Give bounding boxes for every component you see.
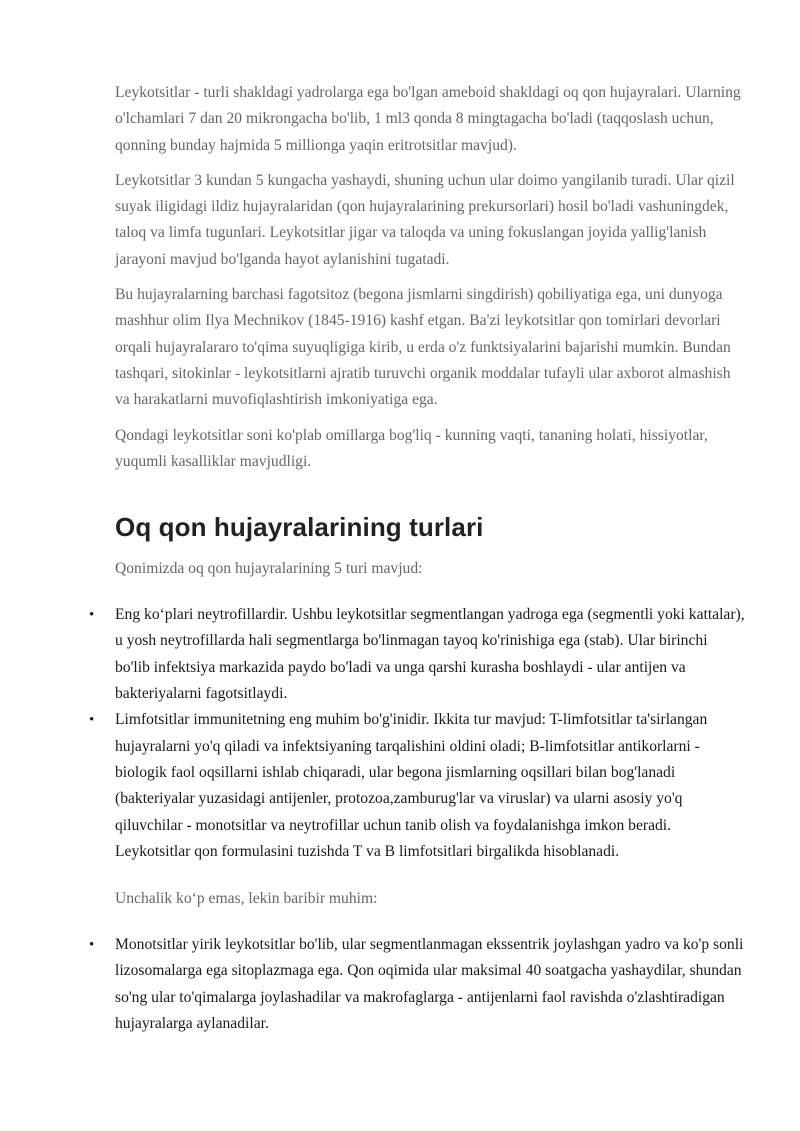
bullet-list-main-types [89,602,745,865]
list-item-text: Eng koʻplari neytrofillardir. Ushbu leykotsitlar segmentlangan yadroga ega (segmentli yoki kattalar), u yosh neytrofillarda hali segmentlarga bo'linmagan tayoq ko'rinishiga ega (stab). Ular birinchi bo'lib infektsiya markazida paydo bo'ladi va unga qarshi kurasha boshlaydi - ular antijen va bakteriyalarni fagotsitlaydi. [115,606,745,703]
paragraph-leukocyte-count-factors: Qondagi leykotsitlar soni ko'plab omillarga bog'liq - kunning vaqti, tananing holati, hissiyotlar, yuqumli kasalliklar mavjudligi. [115,426,708,470]
list-item-lymphocytes [89,707,745,865]
bullet-icon: • [89,712,95,729]
bullet-icon: • [89,607,95,624]
section-intro-secondary: Unchalik koʻp emas, lekin baribir muhim: [115,890,378,908]
section-heading: Oq qon hujayralarining turlari [115,512,484,543]
paragraph-leukocyte-definition: Leykotsitlar - turli shakldagi yadrolarga ega bo'lgan ameboid shakldagi oq qon hujayralari. Ularning o'lchamlari 7 dan 20 mikrongacha bo'lib, 1 ml3 qonda 8 mingtagacha bo'ladi (taqqoslash uchun, qonning bunday hajmida 5 millionga yaqin eritrotsitlar mavjud). [115,84,741,154]
document-page [89,80,745,1037]
paragraph-phagocytosis: Bu hujayralarning barchasi fagotsitoz (begona jismlarni singdirish) qobiliyatiga ega, uni dunyoga mashhur olim Ilya Mechnikov (1845-1916) kashf etgan. Ba'zi leykotsitlar qon tomirlari devorlari orqali hujayralararo to'qima suyuqligiga kirib, u erda o'z funktsiyalarini bajarishi mumkin. Bundan tashqari, sitokinlar - leykotsitlarni ajratib turuvchi organik moddalar tufayli ular axborot almashish va harakatlarni muvofiqlashtirish imkoniyatiga ega. [115,286,731,409]
list-item-text: Limfotsitlar immunitetning eng muhim bo'g'inidir. Ikkita tur mavjud: T-limfotsitlar ta'sirlangan hujayralarni yo'q qiladi va infektsiyaning tarqalishini oldini oladi; B-limfotsitlar antikorlarni - biologik faol oqsillarni ishlab chiqaradi, ular begona jismlarning oqsillari bilan bog'lanadi (bakteriyalar yuzasidagi antijenler, protozoa,zamburug'lar va viruslar) va ularni asosiy yo'q qiluvchilar - monotsitlar va neytrofillar uchun tanib olish va foydalanishga imkon beradi. Leykotsitlar qon formulasini tuzishda T va B limfotsitlari birgalikda hisoblanadi. [115,711,708,860]
bullet-icon: • [89,937,95,954]
section-intro: Qonimizda oq qon hujayralarining 5 turi mavjud: [115,560,423,578]
bullet-list-secondary-types [89,932,745,1037]
paragraph-leukocyte-lifespan: Leykotsitlar 3 kundan 5 kungacha yashaydi, shuning uchun ular doimo yangilanib turadi. Ular qizil suyak iligidagi ildiz hujayralaridan (qon hujayralarining prekursorlari) hosil bo'ladi vashuningdek, taloq va limfa tugunlari. Leykotsitlar jigar va taloqda va uning fokuslangan joyida yallig'lanish jarayoni mavjud bo'lganda hayot aylanishini tugatadi. [115,171,735,268]
list-item-text: Monotsitlar yirik leykotsitlar bo'lib, ular segmentlanmagan ekssentrik joylashgan yadro va ko'p sonli lizosomalarga ega sitoplazmaga ega. Qon oqimida ular maksimal 40 soatgacha yashaydilar, shundan so'ng ular to'qimalarga joylashadilar va makrofaglarga - antijenlarni faol ravishda o'zlashtiradigan hujayralarga aylanadilar. [115,936,744,1033]
list-item-monocytes [89,932,745,1037]
list-item-neutrophils [89,602,745,707]
